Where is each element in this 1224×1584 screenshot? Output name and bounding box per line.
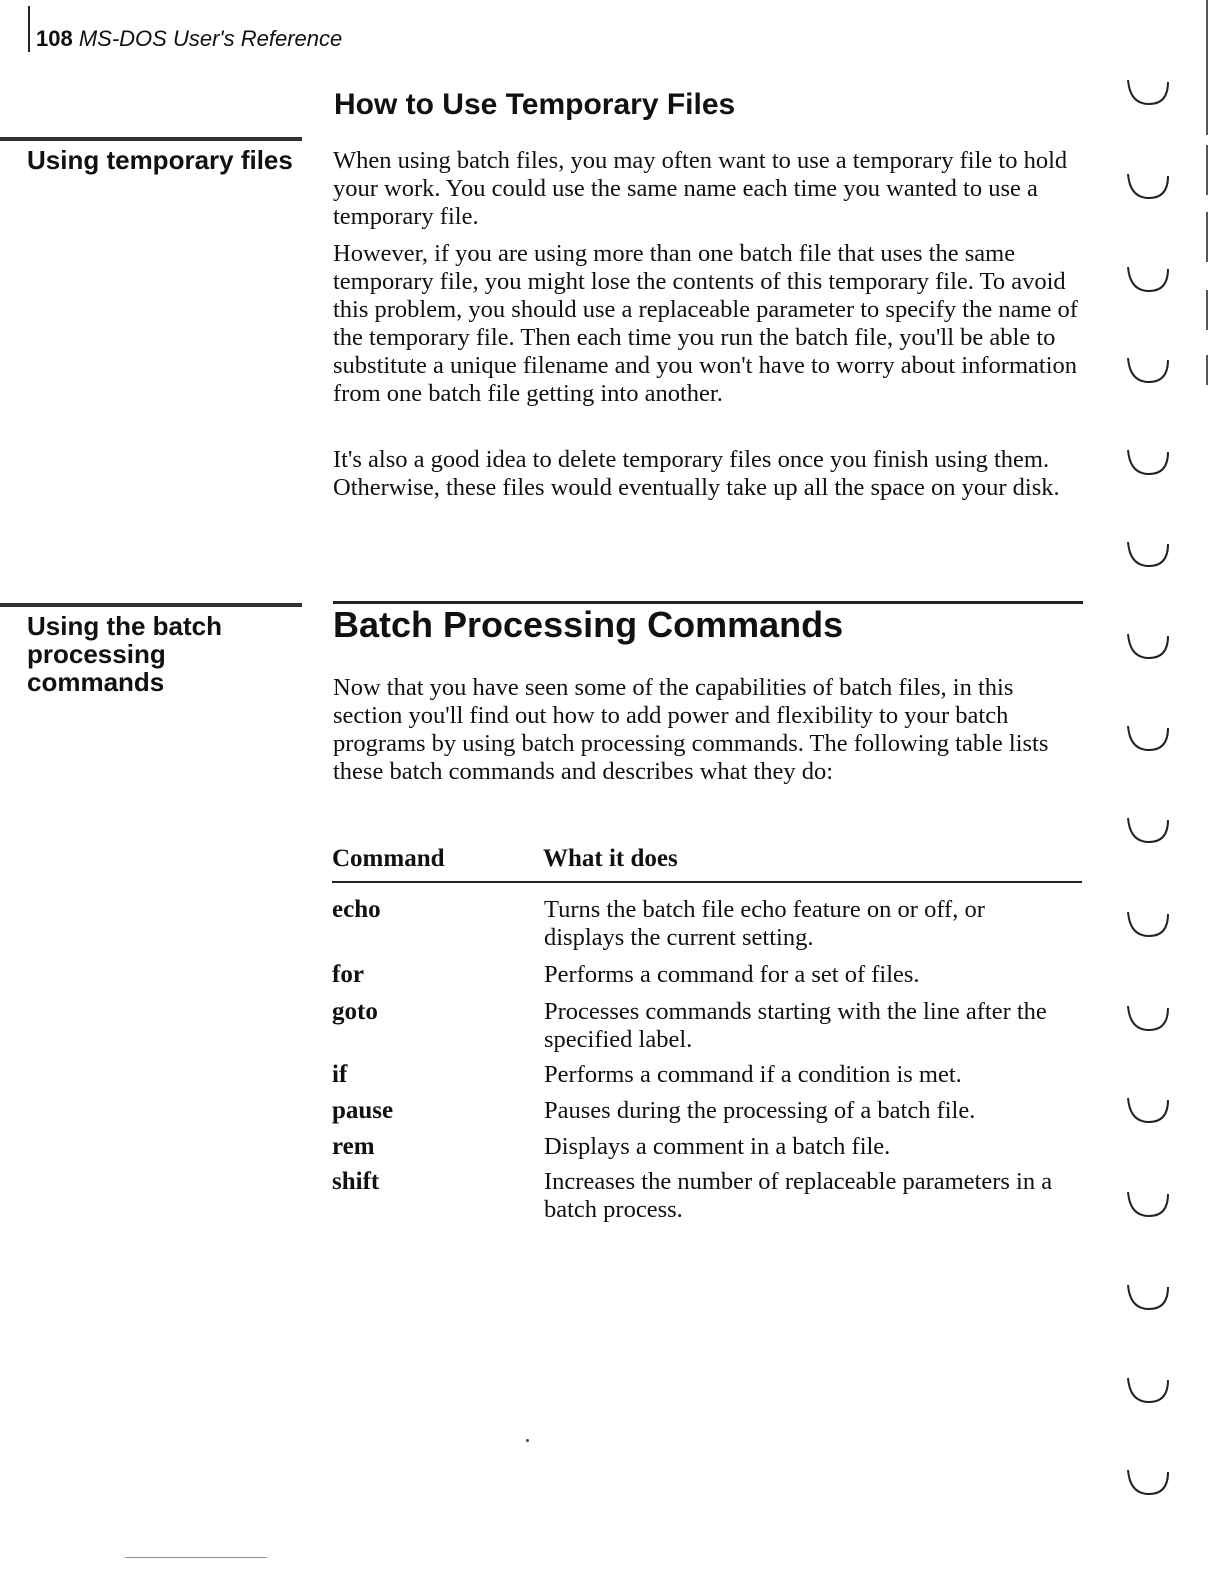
binding-ring-icon bbox=[1124, 910, 1174, 940]
margin-heading-rule bbox=[0, 603, 302, 607]
column-header-description: What it does bbox=[543, 845, 678, 872]
binding-ring-icon bbox=[1124, 1376, 1174, 1406]
footer-rule bbox=[125, 1557, 267, 1558]
table-header bbox=[332, 845, 1082, 883]
section-title-temporary-files: How to Use Temporary Files bbox=[334, 88, 736, 121]
command-description: Displays a comment in a batch file. bbox=[544, 1133, 891, 1160]
margin-heading-rule bbox=[0, 137, 302, 141]
command-table bbox=[332, 845, 1082, 1223]
command-name: rem bbox=[332, 1133, 375, 1160]
column-header-command: Command bbox=[332, 845, 445, 872]
paragraph-temp-2: However, if you are using more than one batch file that uses the same temporary file, you might lose the contents of this temporary file. To avoid this problem, you should use a replaceable parameter to specify the name of the temporary file. Then each time you run the batch file, you'll be able to substitute a unique filename and you won't have to worry about information from one batch file getting into another. bbox=[333, 240, 1078, 407]
command-name: if bbox=[332, 1061, 348, 1088]
paragraph-batch-intro: Now that you have seen some of the capabilities of batch files, in this section you'll find out how to add power and flexibility to your batch programs by using batch processing commands. The following table lists these batch commands and describes what they do: bbox=[333, 674, 1049, 785]
running-head bbox=[36, 26, 342, 52]
binding-ring-icon bbox=[1124, 1468, 1174, 1498]
command-description: Processes commands starting with the line after the specified label. bbox=[544, 998, 1047, 1053]
margin-heading-temp-files: Using temporary files bbox=[27, 145, 293, 175]
scan-speck bbox=[526, 1439, 529, 1442]
binding-ring-icon bbox=[1124, 265, 1174, 295]
page-number: 108 bbox=[36, 26, 73, 51]
command-name: for bbox=[332, 961, 364, 988]
header-rule bbox=[28, 6, 30, 52]
binding-ring-icon bbox=[1124, 540, 1174, 570]
command-name: pause bbox=[332, 1097, 394, 1124]
page-edge-mark bbox=[1206, 355, 1208, 385]
paragraph-temp-3: It's also a good idea to delete temporary files once you finish using them. Otherwise, these files would eventually take up all the space on your disk. bbox=[333, 446, 1060, 501]
command-name: echo bbox=[332, 896, 381, 923]
binding-ring-icon bbox=[1124, 1283, 1174, 1313]
command-description: Increases the number of replaceable parameters in a batch process. bbox=[544, 1168, 1053, 1223]
section-title-batch-commands: Batch Processing Commands bbox=[333, 604, 844, 645]
binding-ring-icon bbox=[1124, 724, 1174, 754]
command-name: shift bbox=[332, 1168, 380, 1195]
binding-ring-icon bbox=[1124, 632, 1174, 662]
page-edge-mark bbox=[1206, 145, 1208, 195]
command-description: Turns the batch file echo feature on or off, or displays the current setting. bbox=[544, 896, 985, 951]
binding-ring-icon bbox=[1124, 78, 1174, 108]
command-description: Pauses during the processing of a batch file. bbox=[544, 1097, 976, 1124]
binding-ring-icon bbox=[1124, 816, 1174, 846]
page-edge-mark bbox=[1206, 0, 1208, 135]
binding-ring-icon bbox=[1124, 1096, 1174, 1126]
page-edge-mark bbox=[1206, 212, 1208, 262]
binding-ring-icon bbox=[1124, 356, 1174, 386]
binding-ring-icon bbox=[1124, 1190, 1174, 1220]
binding-ring-icon bbox=[1124, 448, 1174, 478]
binding-ring-icon bbox=[1124, 1004, 1174, 1034]
command-description: Performs a command if a condition is met. bbox=[544, 1061, 962, 1088]
binding-ring-icon bbox=[1124, 172, 1174, 202]
paragraph-temp-1: When using batch files, you may often want to use a temporary file to hold your work. You could use the same name each time you wanted to use a temporary file. bbox=[333, 147, 1068, 230]
command-name: goto bbox=[332, 998, 378, 1025]
page-edge-mark bbox=[1206, 290, 1208, 330]
book-title: MS-DOS User's Reference bbox=[78, 26, 343, 51]
command-description: Performs a command for a set of files. bbox=[544, 961, 920, 988]
margin-heading-batch-commands: Using the batch processing commands bbox=[27, 611, 223, 697]
